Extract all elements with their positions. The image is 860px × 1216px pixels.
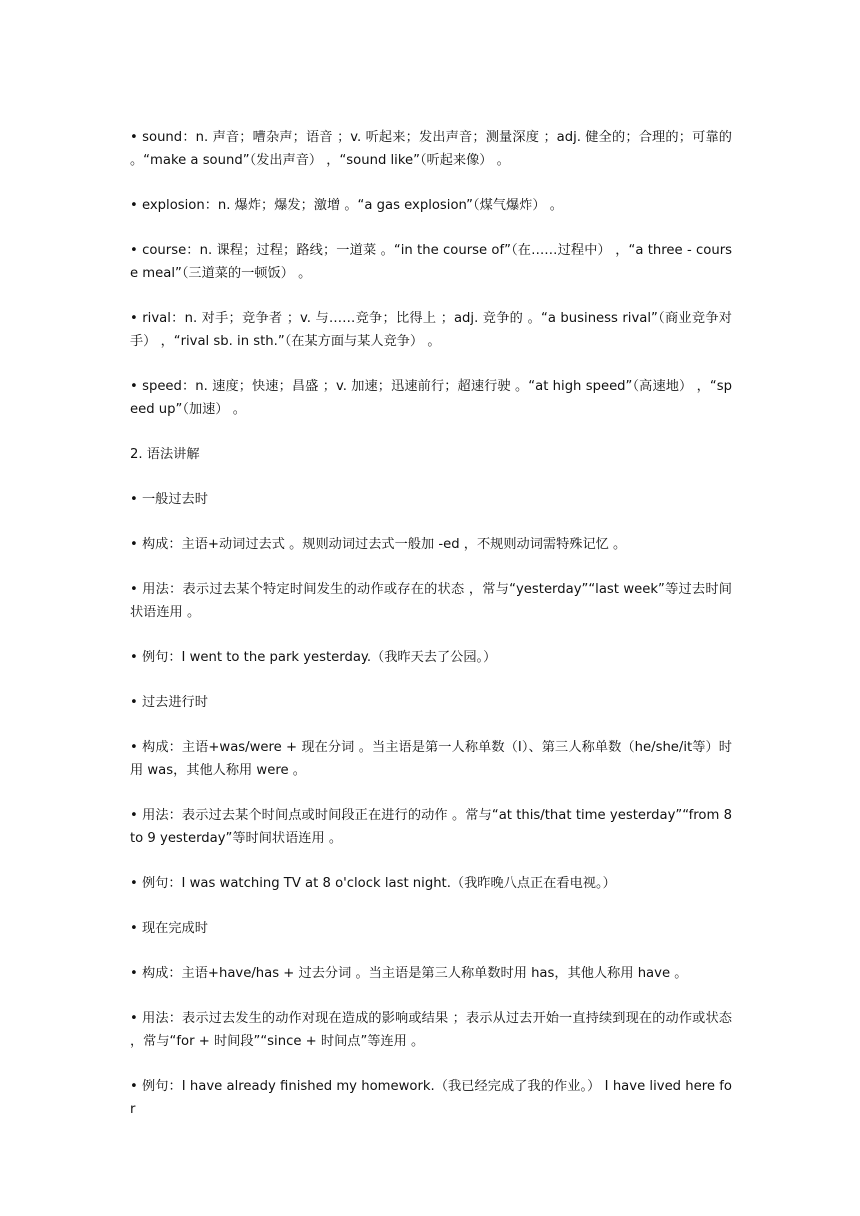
section-heading-grammar: 2. 语法讲解 bbox=[130, 447, 200, 462]
vocab-item-explosion: • explosion：n. 爆炸；爆发；激增 。“a gas explosion”（煤气爆炸） 。 bbox=[130, 198, 563, 213]
vocab-item-sound: • sound：n. 声音；嘈杂声；语音 ；v. 听起来；发出声音；测量深度 ；adj. 健全的；合理的；可靠的 。“make a sound”（发出声音） ，“sound like”（听起来像） 。 bbox=[130, 130, 732, 168]
grammar-usage-present-perfect: • 用法：表示过去发生的动作对现在造成的影响或结果 ；表示从过去开始一直持续到现在的动作或状态 ，常与“for + 时间段”“since + 时间点”等连用 。 bbox=[130, 1011, 732, 1049]
grammar-usage-simple-past: • 用法：表示过去某个特定时间发生的动作或存在的状态 ，常与“yesterday”“last week”等过去时间状语连用 。 bbox=[130, 582, 732, 620]
document-body bbox=[130, 126, 732, 1143]
vocab-item-rival: • rival：n. 对手；竞争者 ；v. 与……竞争；比得上 ；adj. 竞争的 。“a business rival”（商业竞争对手） ，“rival sb. in sth.”（在某方面与某人竞争） 。 bbox=[130, 311, 732, 349]
grammar-topic-present-perfect: • 现在完成时 bbox=[130, 921, 208, 936]
grammar-structure-past-continuous: • 构成：主语+was/were + 现在分词 。当主语是第一人称单数（I）、第三人称单数（he/she/it等）时用 was，其他人称用 were 。 bbox=[130, 740, 732, 778]
vocab-item-course: • course：n. 课程；过程；路线；一道菜 。“in the course of”（在……过程中） ，“a three - course meal”（三道菜的一顿饭） 。 bbox=[130, 243, 732, 281]
grammar-topic-past-continuous: • 过去进行时 bbox=[130, 695, 208, 710]
grammar-example-present-perfect: • 例句：I have already finished my homework.（我已经完成了我的作业。） I have lived here for bbox=[130, 1079, 732, 1117]
grammar-usage-past-continuous: • 用法：表示过去某个时间点或时间段正在进行的动作 。常与“at this/that time yesterday”“from 8 to 9 yesterday”等时间状语连用 。 bbox=[130, 808, 732, 846]
vocab-item-speed: • speed：n. 速度；快速；昌盛 ；v. 加速；迅速前行；超速行驶 。“at high speed”（高速地） ，“speed up”（加速） 。 bbox=[130, 379, 732, 417]
grammar-example-past-continuous: • 例句：I was watching TV at 8 o'clock last night.（我昨晚八点正在看电视。） bbox=[130, 876, 616, 891]
grammar-topic-simple-past: • 一般过去时 bbox=[130, 492, 208, 507]
grammar-structure-present-perfect: • 构成：主语+have/has + 过去分词 。当主语是第三人称单数时用 has，其他人称用 have 。 bbox=[130, 966, 688, 981]
grammar-example-simple-past: • 例句：I went to the park yesterday.（我昨天去了公园。） bbox=[130, 650, 497, 665]
grammar-structure-simple-past: • 构成：主语+动词过去式 。规则动词过去式一般加 -ed ，不规则动词需特殊记忆 。 bbox=[130, 537, 627, 552]
